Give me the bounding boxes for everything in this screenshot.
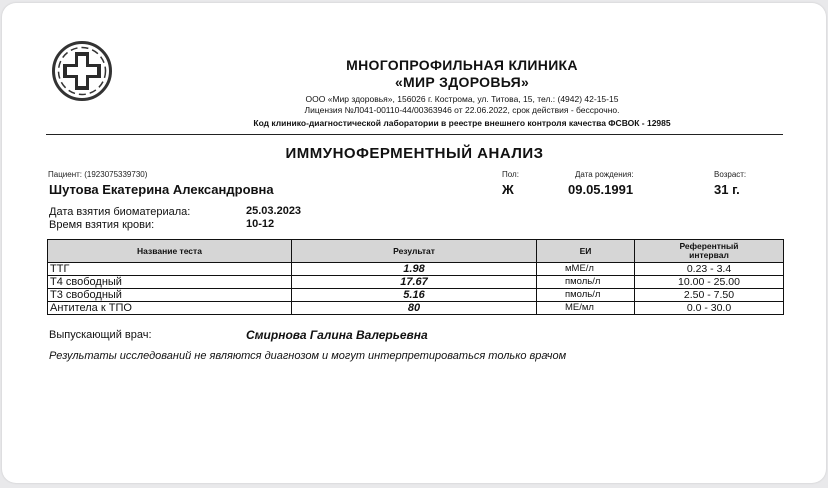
test-name: ТТГ	[48, 263, 292, 276]
header-divider	[46, 134, 783, 135]
test-unit: пмоль/л	[537, 276, 635, 289]
patient-id-label: Пациент: (1923075339730)	[48, 170, 148, 179]
table-header-row	[48, 240, 784, 263]
results-table	[47, 239, 784, 315]
biomaterial-date-value: 25.03.2023	[246, 205, 302, 217]
report-page	[2, 3, 826, 483]
doctor-label: Выпускающий врач:	[49, 329, 152, 341]
test-unit: мМЕ/л	[537, 263, 635, 276]
test-result: 5.16	[292, 289, 537, 302]
table-row	[48, 276, 784, 289]
test-name: Т3 свободный	[48, 289, 292, 302]
test-name: Антитела к ТПО	[48, 302, 292, 315]
age-value: 31 г.	[714, 182, 740, 197]
dob-value: 09.05.1991	[568, 182, 634, 197]
dob-label: Дата рождения:	[575, 170, 634, 179]
header-reference-line2: интервал	[689, 250, 729, 260]
biomaterial-date-label: Дата взятия биоматериала:	[49, 206, 191, 218]
test-reference: 0.23 - 3.4	[635, 263, 784, 276]
test-reference: 10.00 - 25.00	[635, 276, 784, 289]
header-reference	[635, 240, 784, 263]
test-unit: пмоль/л	[537, 289, 635, 302]
test-result: 80	[292, 302, 537, 315]
document-title: ИММУНОФЕРМЕНТНЫЙ АНАЛИЗ	[285, 145, 544, 162]
disclaimer: Результаты исследований не являются диагнозом и могут интерпретироваться только врачом	[49, 350, 567, 362]
test-reference: 0.0 - 30.0	[635, 302, 784, 315]
header-result: Результат	[292, 240, 537, 263]
clinic-address: ООО «Мир здоровья», 156026 г. Кострома, ул. Титова, 15, тел.: (4942) 42-15-15	[305, 94, 619, 104]
test-unit: МЕ/мл	[537, 302, 635, 315]
medical-cross-icon	[51, 40, 113, 102]
test-result: 17.67	[292, 276, 537, 289]
clinic-name-line2: «МИР ЗДОРОВЬЯ»	[394, 74, 530, 90]
blood-time-value: 10-12	[246, 218, 275, 230]
header-test-name: Название теста	[48, 240, 292, 263]
table-row	[48, 302, 784, 315]
table-row	[48, 263, 784, 276]
clinic-license: Лицензия №Л041-00110-44/00363946 от 22.06.2022, срок действия - бессрочно.	[304, 105, 620, 115]
header-unit: ЕИ	[537, 240, 635, 263]
test-reference: 2.50 - 7.50	[635, 289, 784, 302]
header-reference-line1: Референтный	[679, 241, 739, 251]
blood-time-label: Время взятия крови:	[49, 219, 155, 231]
test-result: 1.98	[292, 263, 537, 276]
lab-code: Код клинико-диагностической лаборатории в реестре внешнего контроля качества ФСВОК - 12985	[253, 118, 671, 128]
sex-value: Ж	[502, 182, 514, 197]
sex-label: Пол:	[502, 170, 519, 179]
doctor-name: Смирнова Галина Валерьевна	[246, 328, 428, 342]
test-name: Т4 свободный	[48, 276, 292, 289]
clinic-name-line1: МНОГОПРОФИЛЬНАЯ КЛИНИКА	[346, 57, 578, 73]
patient-name: Шутова Екатерина Александровна	[49, 182, 274, 197]
age-label: Возраст:	[714, 170, 747, 179]
table-row	[48, 289, 784, 302]
